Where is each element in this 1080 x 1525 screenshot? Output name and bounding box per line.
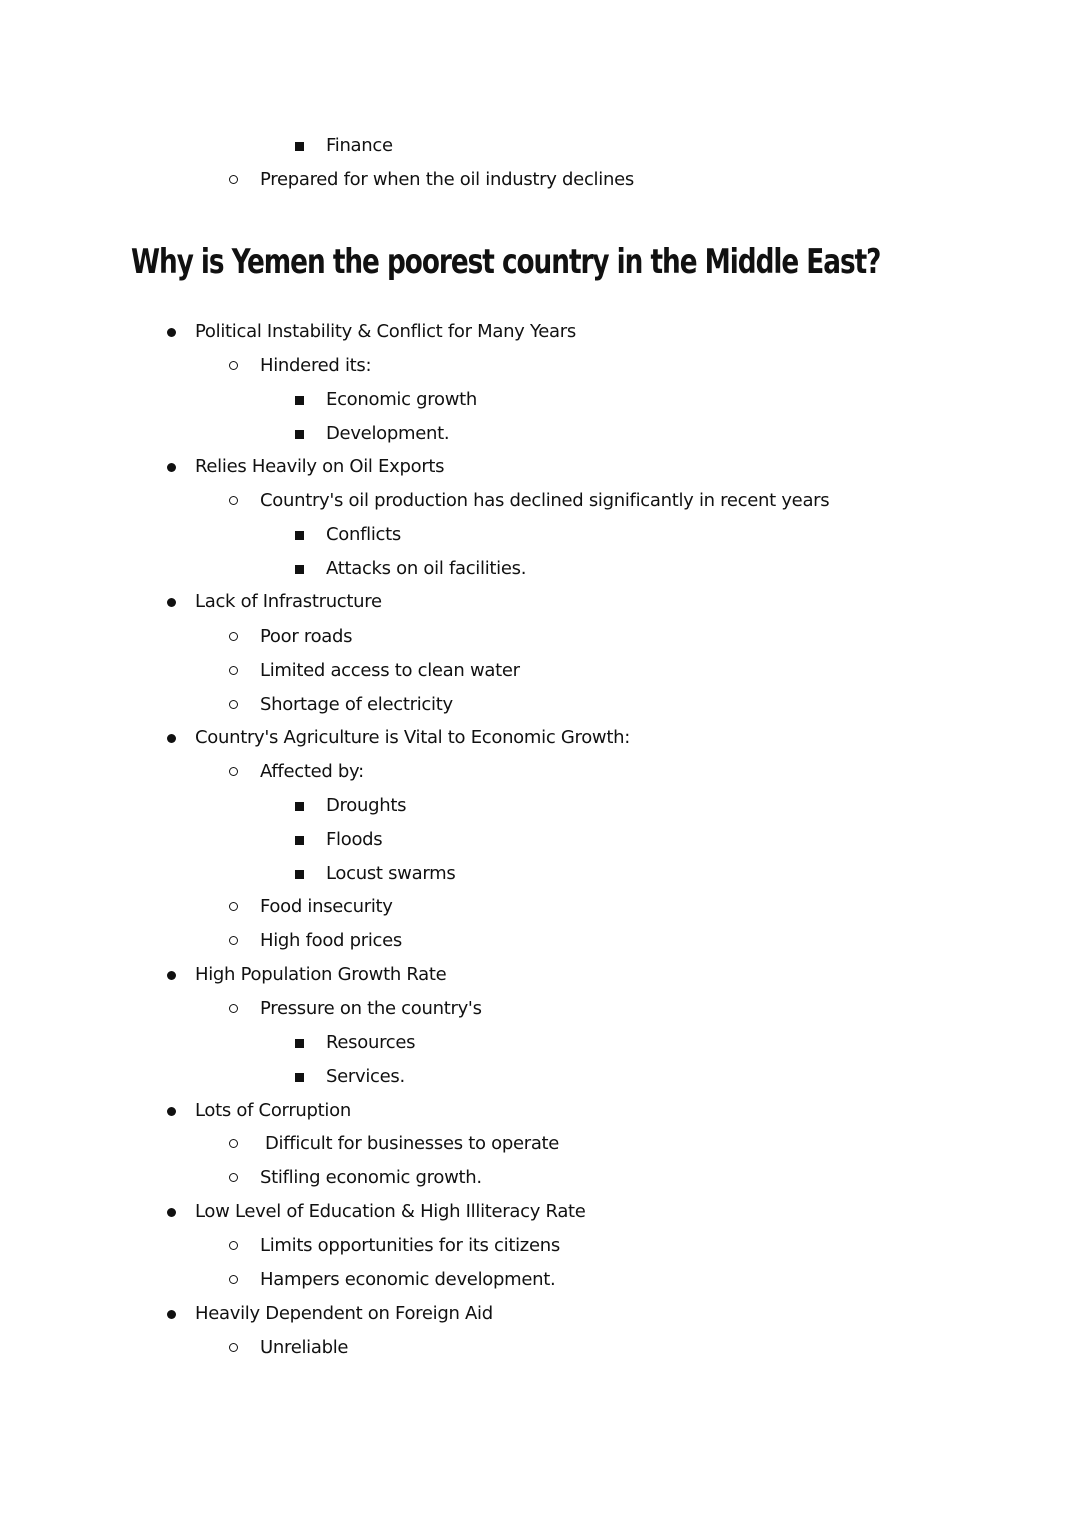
sub-sub-bullet-text: Floods [326,829,383,850]
hollow-circle-bullet [229,163,241,197]
filled-circle-bullet [167,450,177,484]
hollow-circle-bullet [229,688,241,722]
sub-bullet-text: Difficult for businesses to operate [265,1133,560,1154]
section-heading: Why is Yemen the poorest country in the Middle East? [131,242,881,282]
filled-circle-bullet [167,1094,177,1128]
hollow-circle-bullet [229,654,241,688]
bullet-text: Country's Agriculture is Vital to Economic Growth: [195,727,630,748]
sub-bullet-text: Poor roads [260,626,353,647]
square-bullet [295,1060,305,1094]
sub-sub-bullet-text: Development. [326,423,450,444]
square-bullet [295,823,305,857]
list-item-text: Finance [326,135,393,156]
filled-circle-bullet [167,958,177,992]
hollow-circle-bullet [229,484,241,518]
sub-bullet-text: High food prices [260,930,402,951]
filled-circle-bullet [167,721,177,755]
sub-bullet-text: Pressure on the country's [260,998,482,1019]
sub-bullet-text: Limits opportunities for its citizens [260,1235,560,1256]
bullet-text: Heavily Dependent on Foreign Aid [195,1303,493,1324]
square-bullet [295,417,305,451]
sub-sub-bullet-text: Economic growth [326,389,477,410]
filled-circle-bullet [167,1195,177,1229]
square-bullet [295,552,305,586]
sub-sub-bullet-text: Resources [326,1032,416,1053]
hollow-circle-bullet [229,1331,241,1365]
square-bullet [295,1026,305,1060]
sub-bullet-text: Food insecurity [260,896,393,917]
bullet-text: Political Instability & Conflict for Many Years [195,321,576,342]
sub-bullet-text: Stifling economic growth. [260,1167,482,1188]
sub-sub-bullet-text: Conflicts [326,524,401,545]
square-bullet [295,518,305,552]
hollow-circle-bullet [229,1161,241,1195]
hollow-circle-bullet [229,349,241,383]
sub-bullet-text: Limited access to clean water [260,660,520,681]
sub-bullet-text: Hindered its: [260,355,372,376]
sub-bullet-text: Hampers economic development. [260,1269,556,1290]
sub-sub-bullet-text: Locust swarms [326,863,456,884]
hollow-circle-bullet [229,1263,241,1297]
square-bullet [295,383,305,417]
hollow-circle-bullet [229,924,241,958]
hollow-circle-bullet [229,992,241,1026]
sub-sub-bullet-text: Attacks on oil facilities. [326,558,527,579]
hollow-circle-bullet [229,1127,241,1161]
filled-circle-bullet [167,1297,177,1331]
bullet-text: High Population Growth Rate [195,964,447,985]
bullet-text: Lack of Infrastructure [195,591,382,612]
bullet-text: Relies Heavily on Oil Exports [195,456,445,477]
bullet-text: Low Level of Education & High Illiteracy Rate [195,1201,586,1222]
hollow-circle-bullet [229,755,241,789]
sub-sub-bullet-text: Droughts [326,795,407,816]
sub-bullet-text: Country's oil production has declined significantly in recent years [260,490,830,511]
sub-bullet-text: Affected by: [260,761,364,782]
square-bullet [295,789,305,823]
bullet-text: Lots of Corruption [195,1100,351,1121]
list-item-text: Prepared for when the oil industry declines [260,169,634,190]
square-bullet [295,129,305,163]
sub-bullet-text: Shortage of electricity [260,694,453,715]
square-bullet [295,857,305,891]
hollow-circle-bullet [229,890,241,924]
hollow-circle-bullet [229,1229,241,1263]
sub-sub-bullet-text: Services. [326,1066,405,1087]
hollow-circle-bullet [229,620,241,654]
filled-circle-bullet [167,585,177,619]
sub-bullet-text: Unreliable [260,1337,349,1358]
filled-circle-bullet [167,315,177,349]
